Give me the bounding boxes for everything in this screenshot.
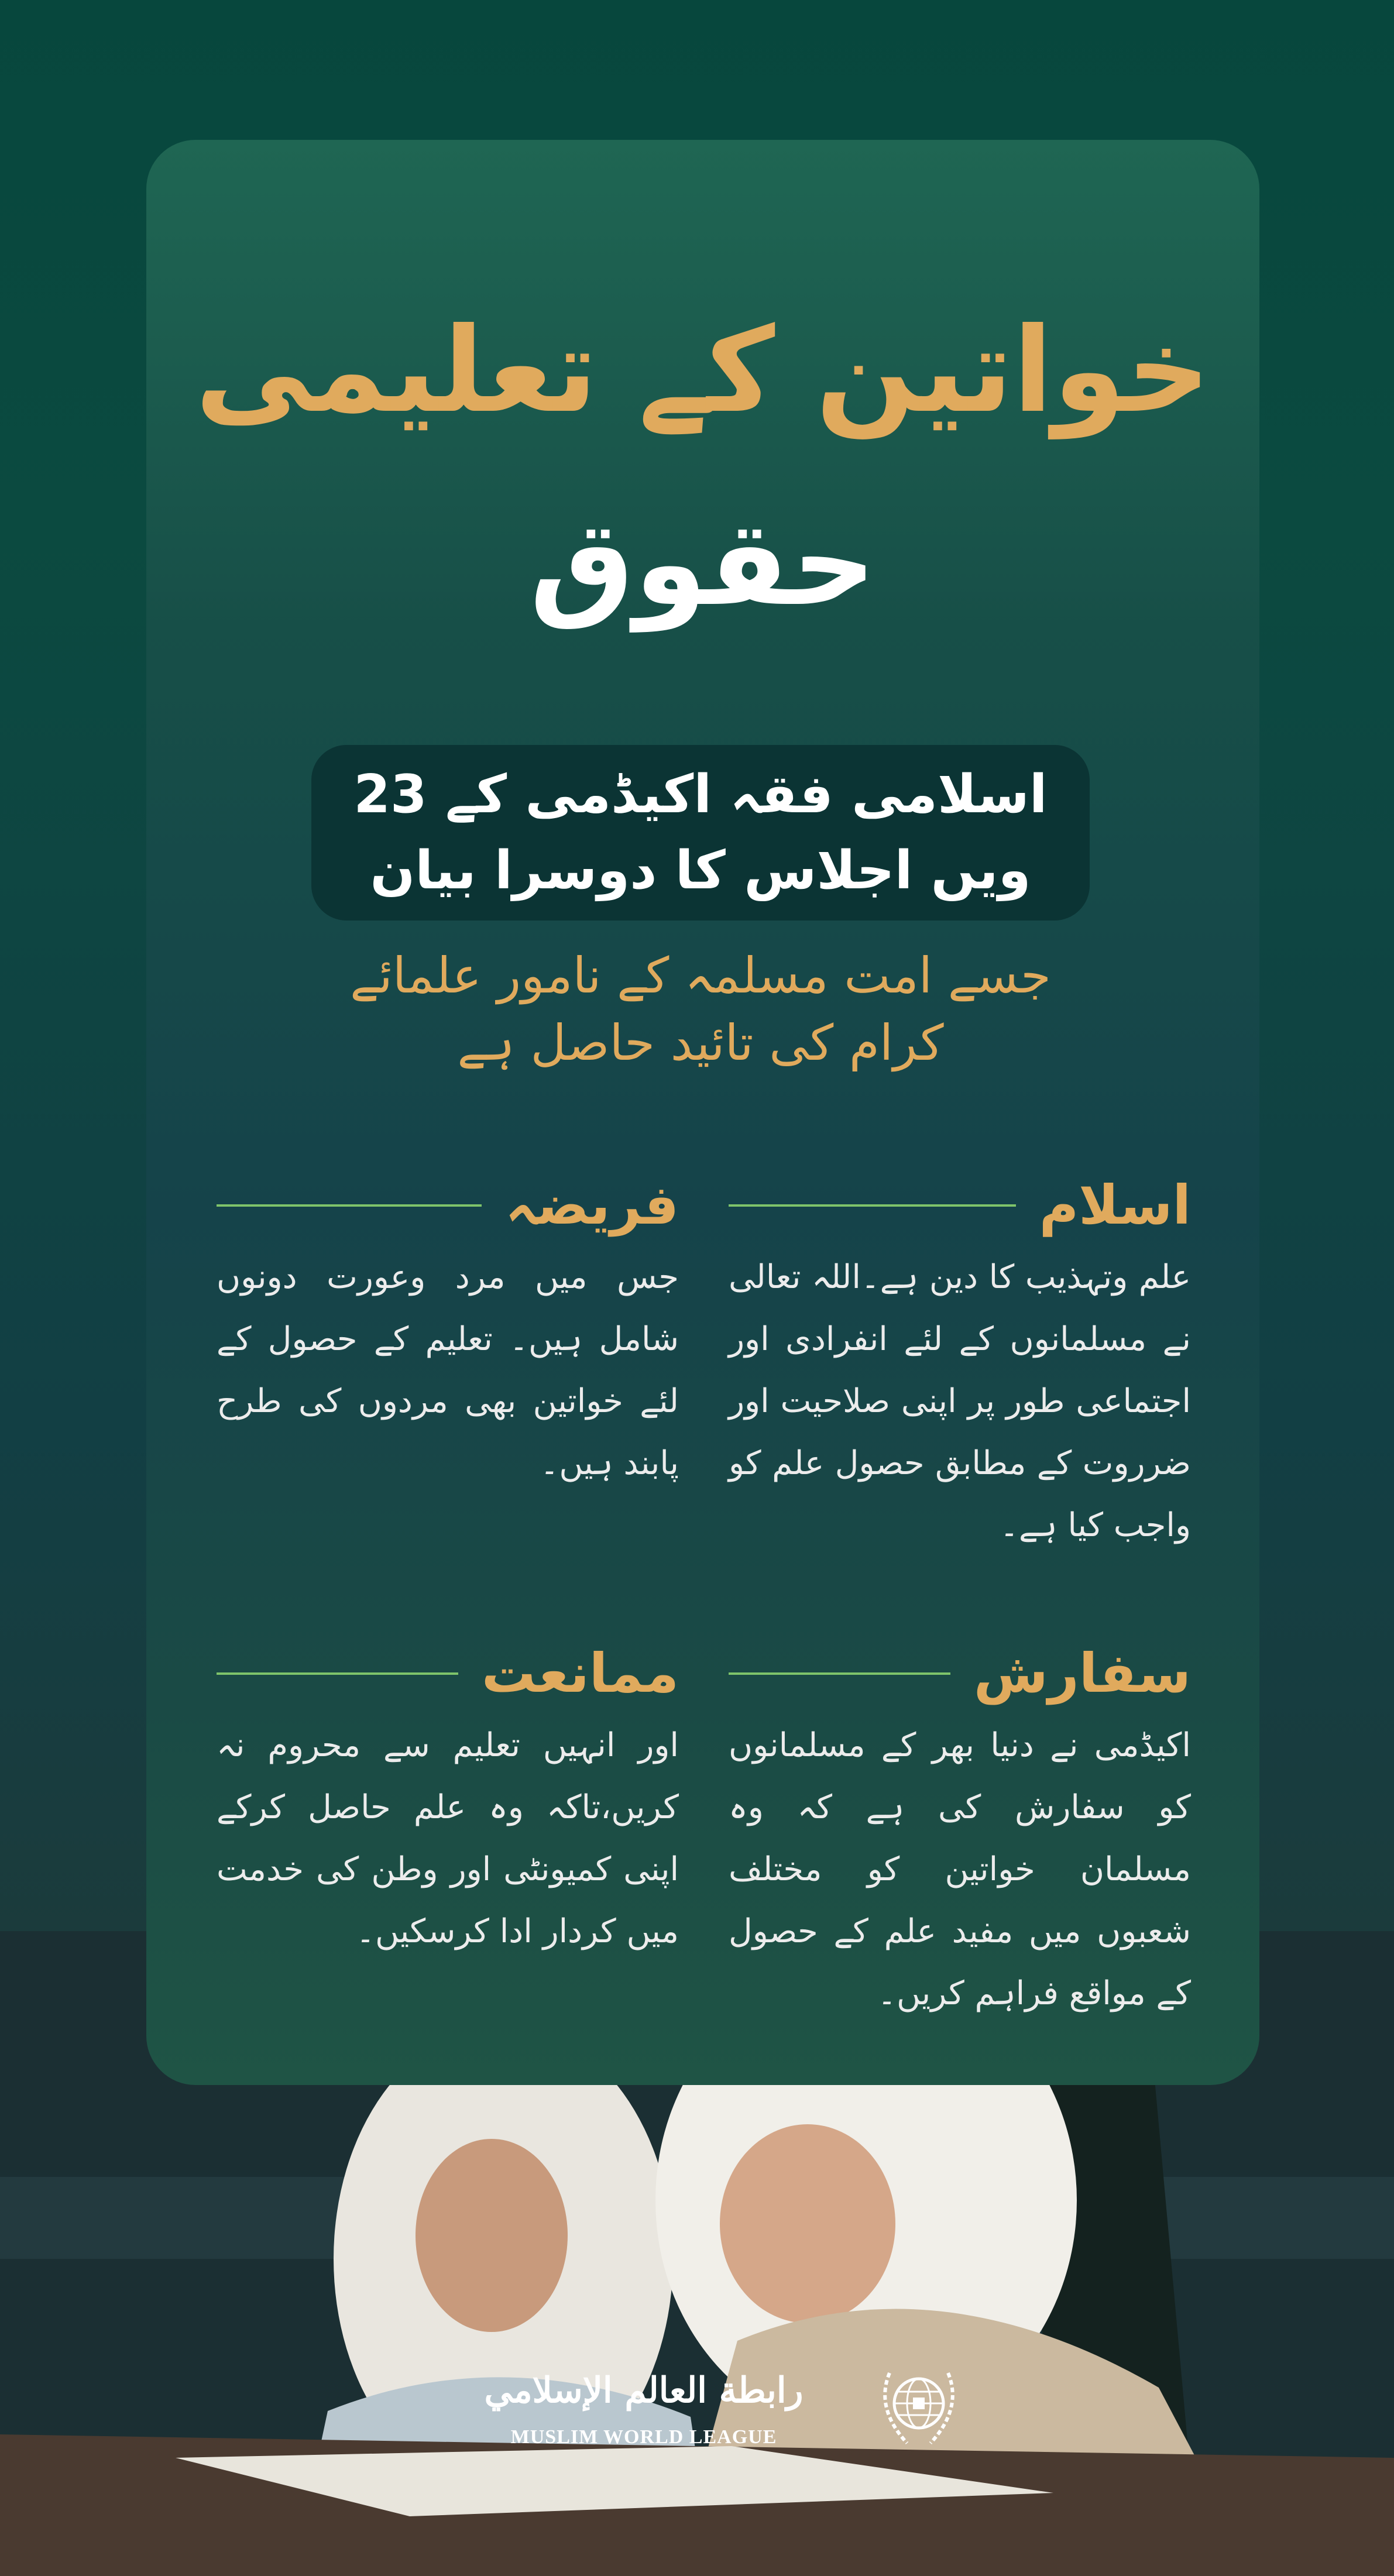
title-line-2: حقوق — [529, 496, 877, 632]
section-islam — [729, 1170, 1191, 1557]
section-heading: سفارش — [973, 1642, 1191, 1705]
subtitle — [194, 942, 1207, 1077]
logo-arabic-text: رابطة العالم الإسلامي — [484, 2370, 804, 2411]
divider — [729, 1672, 950, 1675]
globe-laurel-icon — [872, 2361, 966, 2455]
resolution-badge — [311, 745, 1090, 921]
section-heading: ممانعت — [481, 1642, 679, 1705]
title-line-1: خواتین کے تعلیمی — [195, 303, 1211, 439]
section-body: اکیڈمی نے دنیا بھر کے مسلمانوں کو سفارش کی ہے کہ وہ مسلمان خواتین کو مختلف شعبوں میں مفید علم کے حصول کے مواقع فراہم کریں۔ — [729, 1726, 1191, 2012]
divider — [217, 1204, 482, 1207]
subtitle-line-1: جسے امت مسلمہ کے نامور علمائے — [350, 947, 1051, 1004]
badge-line-1: اسلامی فقہ اکیڈمی کے 23 — [353, 764, 1048, 825]
section-heading: فریضہ — [505, 1174, 679, 1237]
section-body: اور انہیں تعلیم سے محروم نہ کریں،تاکہ وہ علم حاصل کرکے اپنی کمیونٹی اور وطن کی خدمت میں کردار ادا کرسکیں۔ — [217, 1726, 679, 1950]
section-obligation — [217, 1170, 679, 1495]
divider — [217, 1672, 458, 1675]
muslim-world-league-logo — [433, 2352, 971, 2464]
logo-english-text: MUSLIM WORLD LEAGUE — [510, 2426, 777, 2448]
subtitle-line-2: کرام کی تائید حاصل ہے — [457, 1014, 944, 1071]
section-prohibition — [217, 1639, 679, 1963]
divider — [729, 1204, 1016, 1207]
section-body: جس میں مرد وعورت دونوں شامل ہیں۔ تعلیم کے حصول کے لئے خواتین بھی مردوں کی طرح پابند ہیں۔ — [217, 1258, 679, 1482]
badge-line-2: ویں اجلاس کا دوسرا بیان — [370, 840, 1031, 901]
section-recommendation — [729, 1639, 1191, 2025]
section-heading: اسلام — [1039, 1174, 1191, 1237]
section-body: علم وتہذیب کا دین ہے۔اللہ تعالی نے مسلمانوں کے لئے انفرادی اور اجتماعی طور پر اپنی صلاحیت اور ضرروت کے مطابق حصول علم کو واجب کیا ہے۔ — [729, 1258, 1191, 1544]
